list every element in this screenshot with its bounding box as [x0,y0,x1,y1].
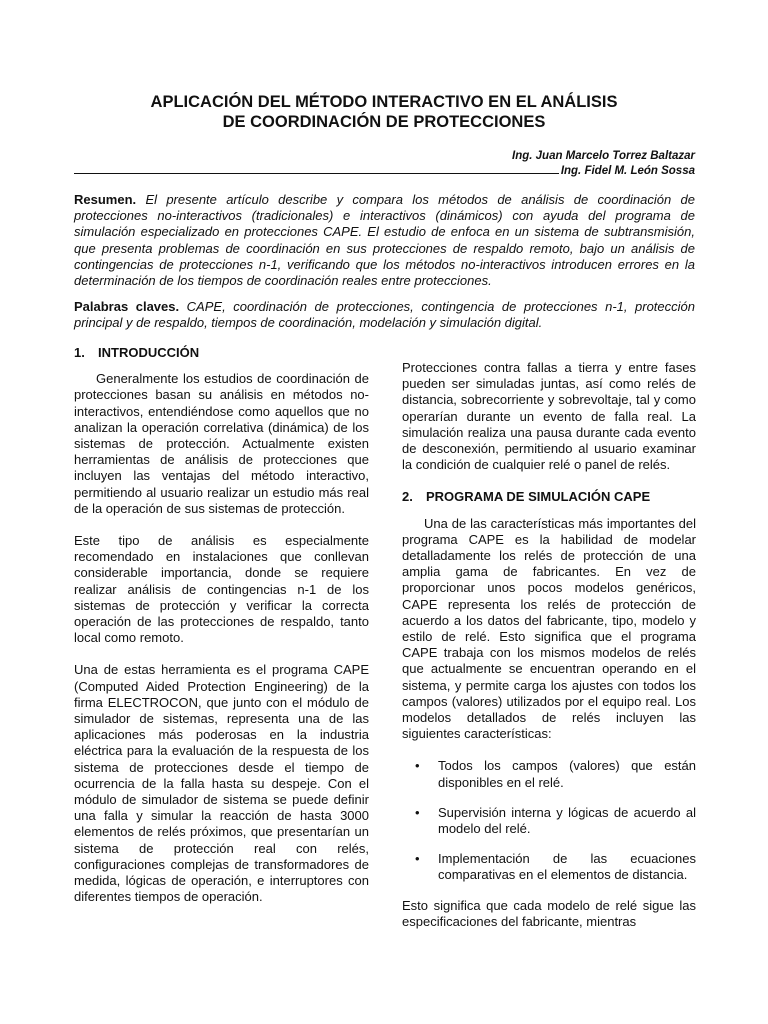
bullet-icon: • [415,804,420,820]
abstract-label: Resumen. [74,192,137,207]
section-1-paragraph-2: Este tipo de análisis es especialmente recomendado en instalaciones que conllevan considerable importancia, donde se requiere realizar análisis de contingencias n-1 de los sistemas de protección y verificar la correcta operación de las protecciones de respaldo, tanto local como remoto. [74,533,369,646]
bullet-text: Todos los campos (valores) que están disponibles en el relé. [438,758,696,790]
list-item [402,758,696,790]
title-line-2: DE COORDINACIÓN DE PROTECCIONES [222,113,546,131]
section-1-paragraph-1: Generalmente los estudios de coordinación de protecciones basan su análisis en métodos no-interactivos, entendiéndose como aquellos que no analizan la operación correlativa (dinámica) de los sistemas de protección. Actualmente existen herramientas de análisis de protecciones que incluyen las ventajas del método interactivo, permitiendo al usuario realizar un estudio más real de la operación de sus sistemas de protección. [74,371,369,516]
keywords [74,299,695,331]
section-2-heading [402,489,696,505]
section-1-heading [74,345,369,361]
section-1-number: 1. [74,345,85,360]
section-2-paragraph-1: Una de las características más importantes del programa CAPE es la habilidad de modelar detalladamente los relés de protección de una amplia gama de fabricantes. En vez de proporcionar unos pocos modelos genéricos, CAPE representa los relés de protección de acuerdo a los datos del fabricante, tipo, modelo y estilo de relé. Esto significa que el programa CAPE trabaja con los mismos modelos de relés que actualmente se encuentran operando en el sistema, y permite carga los ajustes con todos los campos (valores) utilizados por el equipo real. Los modelos detallados de relés incluyen las siguientes características: [402,515,696,742]
list-item [402,851,696,883]
section-2-number: 2. [402,489,413,505]
title-line-1: APLICACIÓN DEL MÉTODO INTERACTIVO EN EL ANÁLISIS [150,93,618,111]
bullet-text: Supervisión interna y lógicas de acuerdo al modelo del relé. [438,804,696,837]
feature-bullet-list [402,758,696,883]
paper-title [60,92,708,132]
list-item [402,805,696,837]
right-intro-paragraph: Protecciones contra fallas a tierra y entre fases pueden ser simuladas juntas, así como relés de distancia, sobrecorriente y sobrevoltaje, tal y como operarían durante un evento de falla real. La simulación realiza una pausa durante cada evento de desconexión, permitiendo al usuario examinar la condición de cualquier relé o panel de relés. [402,360,696,473]
right-column [402,360,696,946]
abstract [74,192,695,289]
abstract-text: El presente artículo describe y compara los métodos de análisis de coordinación de protecciones no-interactivos (tradicionales) e interactivos (dinámicos) con ayuda del programa de simulación especializado en protecciones CAPE. El estudio de enfoca en un sistema de subtransmisión, que presenta problemas de coordinación en sus protecciones de respaldo remoto, bajo un análisis de contingencias de protecciones n-1, verificando que los métodos no-interactivos introducen errores en la determinación de los tiempos de coordinación reales entre protecciones. [74,192,695,289]
keywords-label: Palabras claves. [74,299,180,314]
left-column [74,345,369,922]
section-2-title: PROGRAMA DE SIMULACIÓN CAPE [426,489,651,505]
bullet-icon: • [415,851,420,867]
section-1-paragraph-3: Una de estas herramienta es el programa CAPE (Computed Aided Protection Engineering) de la firma ELECTROCON, que junto con el módulo de simulador de sistemas, representa una de las aplicaciones más poderosas en la industria eléctrica para la evaluación de la respuesta de los sistema de protecciones desde el tiempo de ocurrencia de la falla hasta su despeje. Con el módulo de simulador de sistema se puede definir una falla y simular la reacción de hasta 3000 elementos de relés próximos, que presentarían un sistema de protección real con relés, configuraciones complejas de transformadores de medida, lógicas de operación, e interruptores con diferentes tiempos de operación. [74,662,369,905]
keywords-text: CAPE, coordinación de protecciones, contingencia de protecciones n-1, protección principal y de respaldo, tiempos de coordinación, modelación y simulación digital. [74,299,695,331]
section-2-paragraph-2: Esto significa que cada modelo de relé sigue las especificaciones del fabricante, mientras [402,897,696,929]
author-2: Ing. Fidel M. León Sossa [560,165,695,177]
author-underline-rule [74,162,559,174]
author-1: Ing. Juan Marcelo Torrez Baltazar [512,150,695,162]
section-1-title: INTRODUCCIÓN [98,345,200,360]
author-2-line [74,162,695,179]
bullet-text: Implementación de las ecuaciones comparativas en el elementos de distancia. [438,851,696,883]
bullet-icon: • [415,758,420,774]
